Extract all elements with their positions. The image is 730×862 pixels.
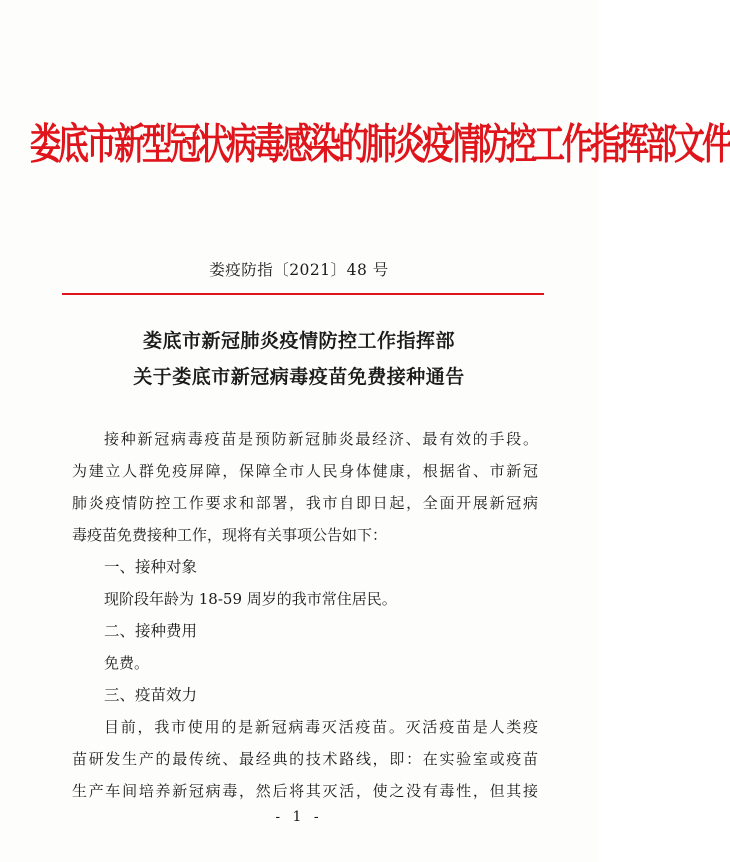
intro-line-2: 为建立人群免疫屏障，保障全市人民身体健康，根据省、市新冠 (72, 462, 538, 480)
notice-title-line-2: 关于娄底市新冠病毒疫苗免费接种通告 (133, 366, 465, 388)
intro-line-1: 接种新冠病毒疫苗是预防新冠肺炎最经济、最有效的手段。 (104, 430, 538, 448)
page-number: - 1 - (275, 809, 323, 825)
section-2-line-1: 免费。 (104, 654, 150, 672)
intro-line-3: 肺炎疫情防控工作要求和部署，我市自即日起，全面开展新冠病 (72, 494, 538, 512)
section-2-heading: 二、接种费用 (104, 622, 198, 640)
section-3-line-2: 苗研发生产的最传统、最经典的技术路线，即：在实验室或疫苗 (72, 750, 538, 768)
section-3-heading: 三、疫苗效力 (104, 686, 198, 704)
document-number: 娄疫防指〔2021〕48 号 (209, 261, 389, 279)
intro-line-4: 毒疫苗免费接种工作，现将有关事项公告如下： (72, 526, 388, 544)
notice-title-line-1: 娄底市新冠肺炎疫情防控工作指挥部 (142, 330, 455, 352)
red-header-title: 娄底市新型冠状病毒感染的肺炎疫情防控工作指挥部文件 (30, 120, 730, 170)
section-1-line-1: 现阶段年龄为 18-59 周岁的我市常住居民。 (104, 590, 397, 608)
section-1-heading: 一、接种对象 (104, 558, 198, 576)
red-divider-line (62, 293, 544, 295)
section-3-line-3: 生产车间培养新冠病毒，然后将其灭活，使之没有毒性，但其接 (72, 782, 538, 800)
section-3-line-1: 目前，我市使用的是新冠病毒灭活疫苗。灭活疫苗是人类疫 (104, 718, 538, 736)
